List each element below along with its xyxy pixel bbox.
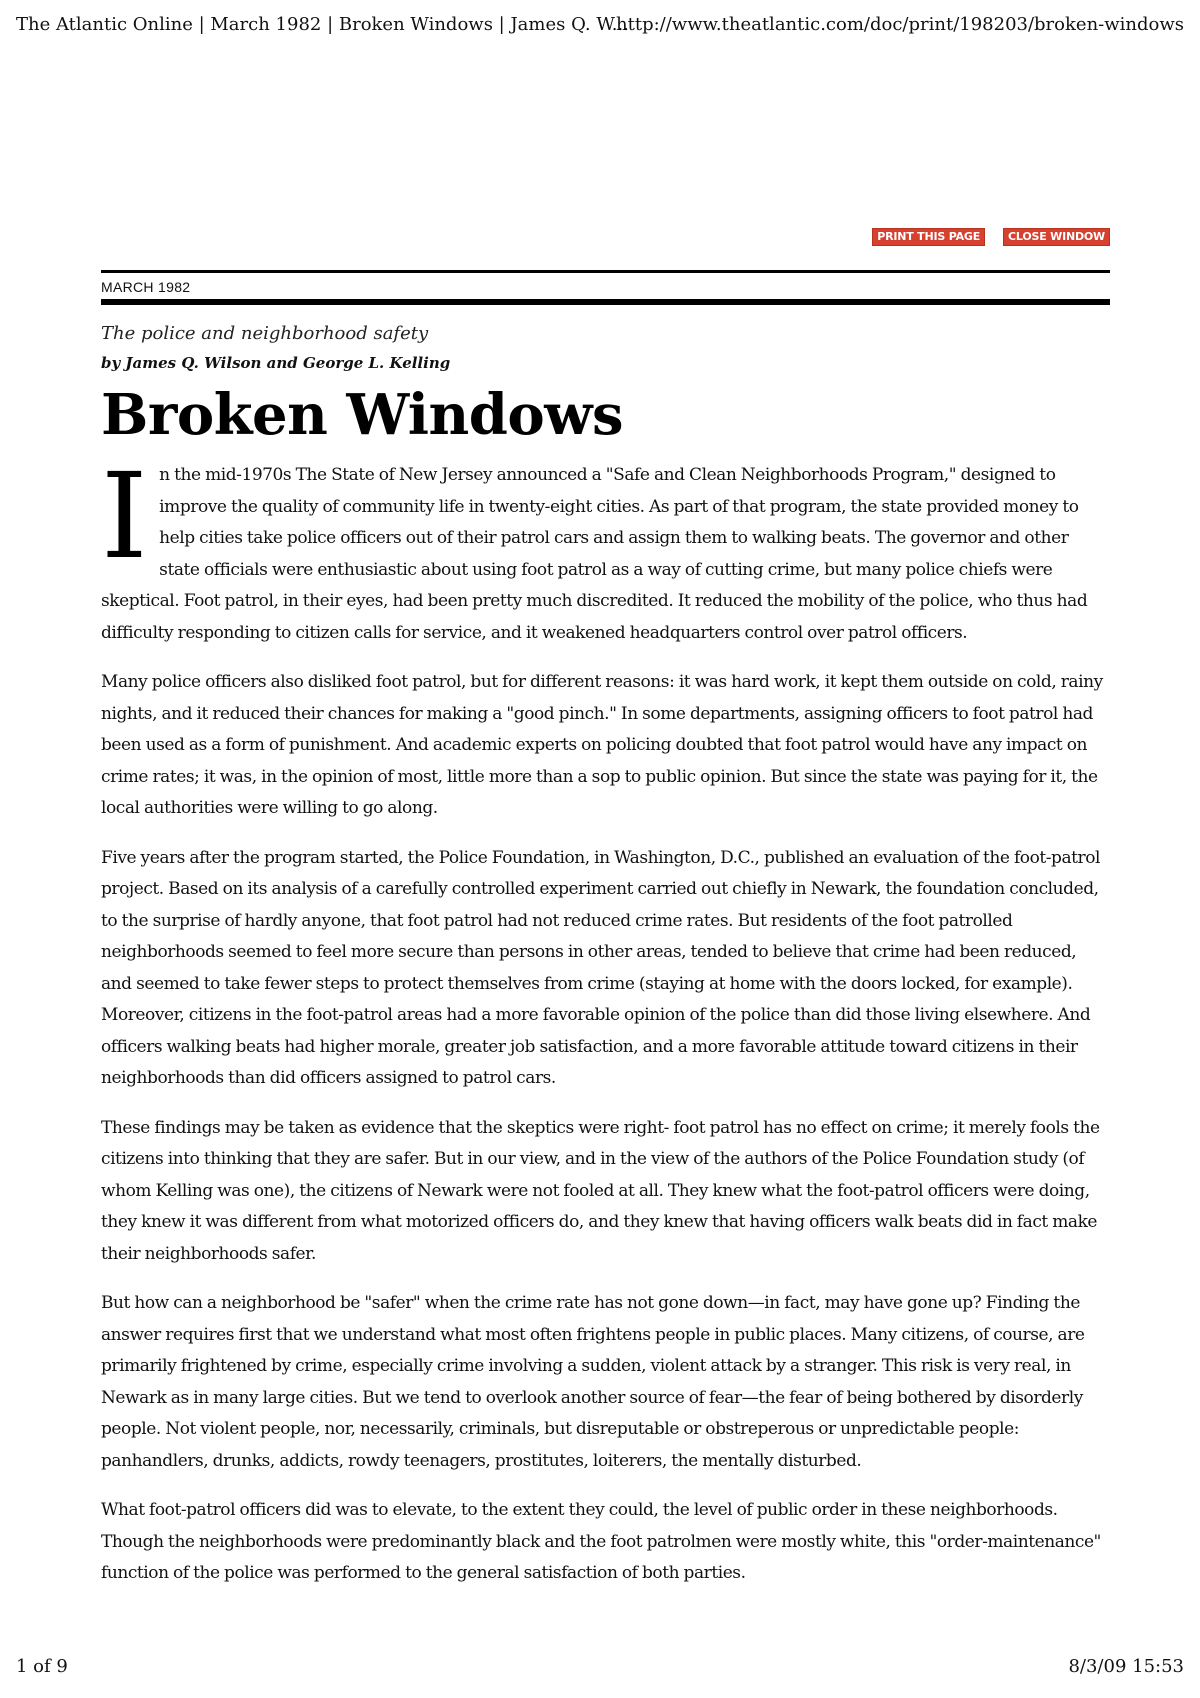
paragraph-3: Five years after the program started, the Police Foundation, in Washington, D.C., published an evaluation of the foot-patrol project. Based on its analysis of a carefully controlled experiment carried out chiefly in Newark, the foundation concluded, to the surprise of hardly anyone, that foot patrol had not reduced crime rates. But residents of the foot patrolled neighborhoods seemed to feel more secure than persons in other areas, tended to believe that crime had been reduced, and seemed to take fewer steps to protect themselves from crime (staying at home with the doors locked, for example). Moreover, citizens in the foot-patrol areas had a more favorable opinion of the police than did those living elsewhere. And officers walking beats had higher morale, greater job satisfaction, and a more favorable attitude toward citizens in their neighborhoods than did officers assigned to patrol cars. (101, 847, 1100, 1088)
dateline: MARCH 1982 (101, 279, 191, 295)
drop-cap: I (101, 447, 148, 585)
print-header (16, 12, 1184, 40)
article-subtitle: The police and neighborhood safety (101, 323, 429, 344)
paragraph-1 (101, 447, 1110, 649)
paragraph-1-text: n the mid-1970s The State of New Jersey announced a "Safe and Clean Neighborhoods Program," designed to improve the quality of community life in twenty-eight cities. As part of that program, the state provided money to help cities take police officers out of their patrol cars and assign them to walking beats. The governor and other state officials were enthusiastic about using foot patrol as a way of cutting crime, but many police chiefs were skeptical. Foot patrol, in their eyes, had been pretty much discredited. It reduced the mobility of the police, who thus had difficulty responding to citizen calls for service, and it weakened headquarters control over patrol officers. (101, 465, 1088, 643)
print-footer (16, 1656, 1184, 1682)
article-page (101, 228, 1110, 1608)
page-count: 1 of 9 (16, 1656, 68, 1677)
paragraph-2: Many police officers also disliked foot patrol, but for different reasons: it was hard work, it kept them outside on cold, rainy nights, and it reduced their chances for making a "good pinch." In some departments, assigning officers to foot patrol had been used as a form of punishment. And academic experts on policing doubted that foot patrol would have any impact on crime rates; it was, in the opinion of most, little more than a sop to public opinion. But since the state was paying for it, the local authorities were willing to go along. (101, 672, 1103, 818)
paragraph-5: But how can a neighborhood be "safer" when the crime rate has not gone down—in fact, may have gone up? Finding the answer requires first that we understand what most often frightens people in public places. Many citizens, of course, are primarily frightened by crime, especially crime involving a sudden, violent attack by a stranger. This risk is very real, in Newark as in many large cities. But we tend to overlook another source of fear—the fear of being bothered by disorderly people. Not violent people, nor, necessarily, criminals, but disreputable or obstreperous or unpredictable people: panhandlers, drunks, addicts, rowdy teenagers, prostitutes, loiterers, the mentally disturbed. (101, 1293, 1085, 1471)
article-body (101, 447, 1110, 1590)
paragraph-6: What foot-patrol officers did was to elevate, to the extent they could, the level of public order in these neighborhoods. Though the neighborhoods were predominantly black and the foot patrolmen were mostly white, this "order-maintenance" function of the police was performed to the general satisfaction of both parties. (101, 1500, 1101, 1583)
article-byline: by James Q. Wilson and George L. Kelling (101, 354, 451, 372)
print-page-button[interactable]: PRINT THIS PAGE (872, 228, 985, 246)
print-timestamp: 8/3/09 15:53 (1068, 1656, 1184, 1677)
article-title: Broken Windows (101, 382, 623, 448)
close-window-button[interactable]: CLOSE WINDOW (1003, 228, 1110, 246)
print-header-title: The Atlantic Online | March 1982 | Broken Windows | James Q. W... (16, 14, 629, 35)
action-buttons (101, 228, 1110, 246)
print-header-url: http://www.theatlantic.com/doc/print/198203/broken-windows (616, 14, 1184, 35)
paragraph-4: These findings may be taken as evidence that the skeptics were right- foot patrol has no effect on crime; it merely fools the citizens into thinking that they are safer. But in our view, and in the view of the authors of the Police Foundation study (of whom Kelling was one), the citizens of Newark were not fooled at all. They knew what the foot-patrol officers were doing, they knew it was different from what motorized officers do, and they knew that having officers walk beats did in fact make their neighborhoods safer. (101, 1117, 1100, 1264)
bottom-rule (101, 299, 1110, 305)
